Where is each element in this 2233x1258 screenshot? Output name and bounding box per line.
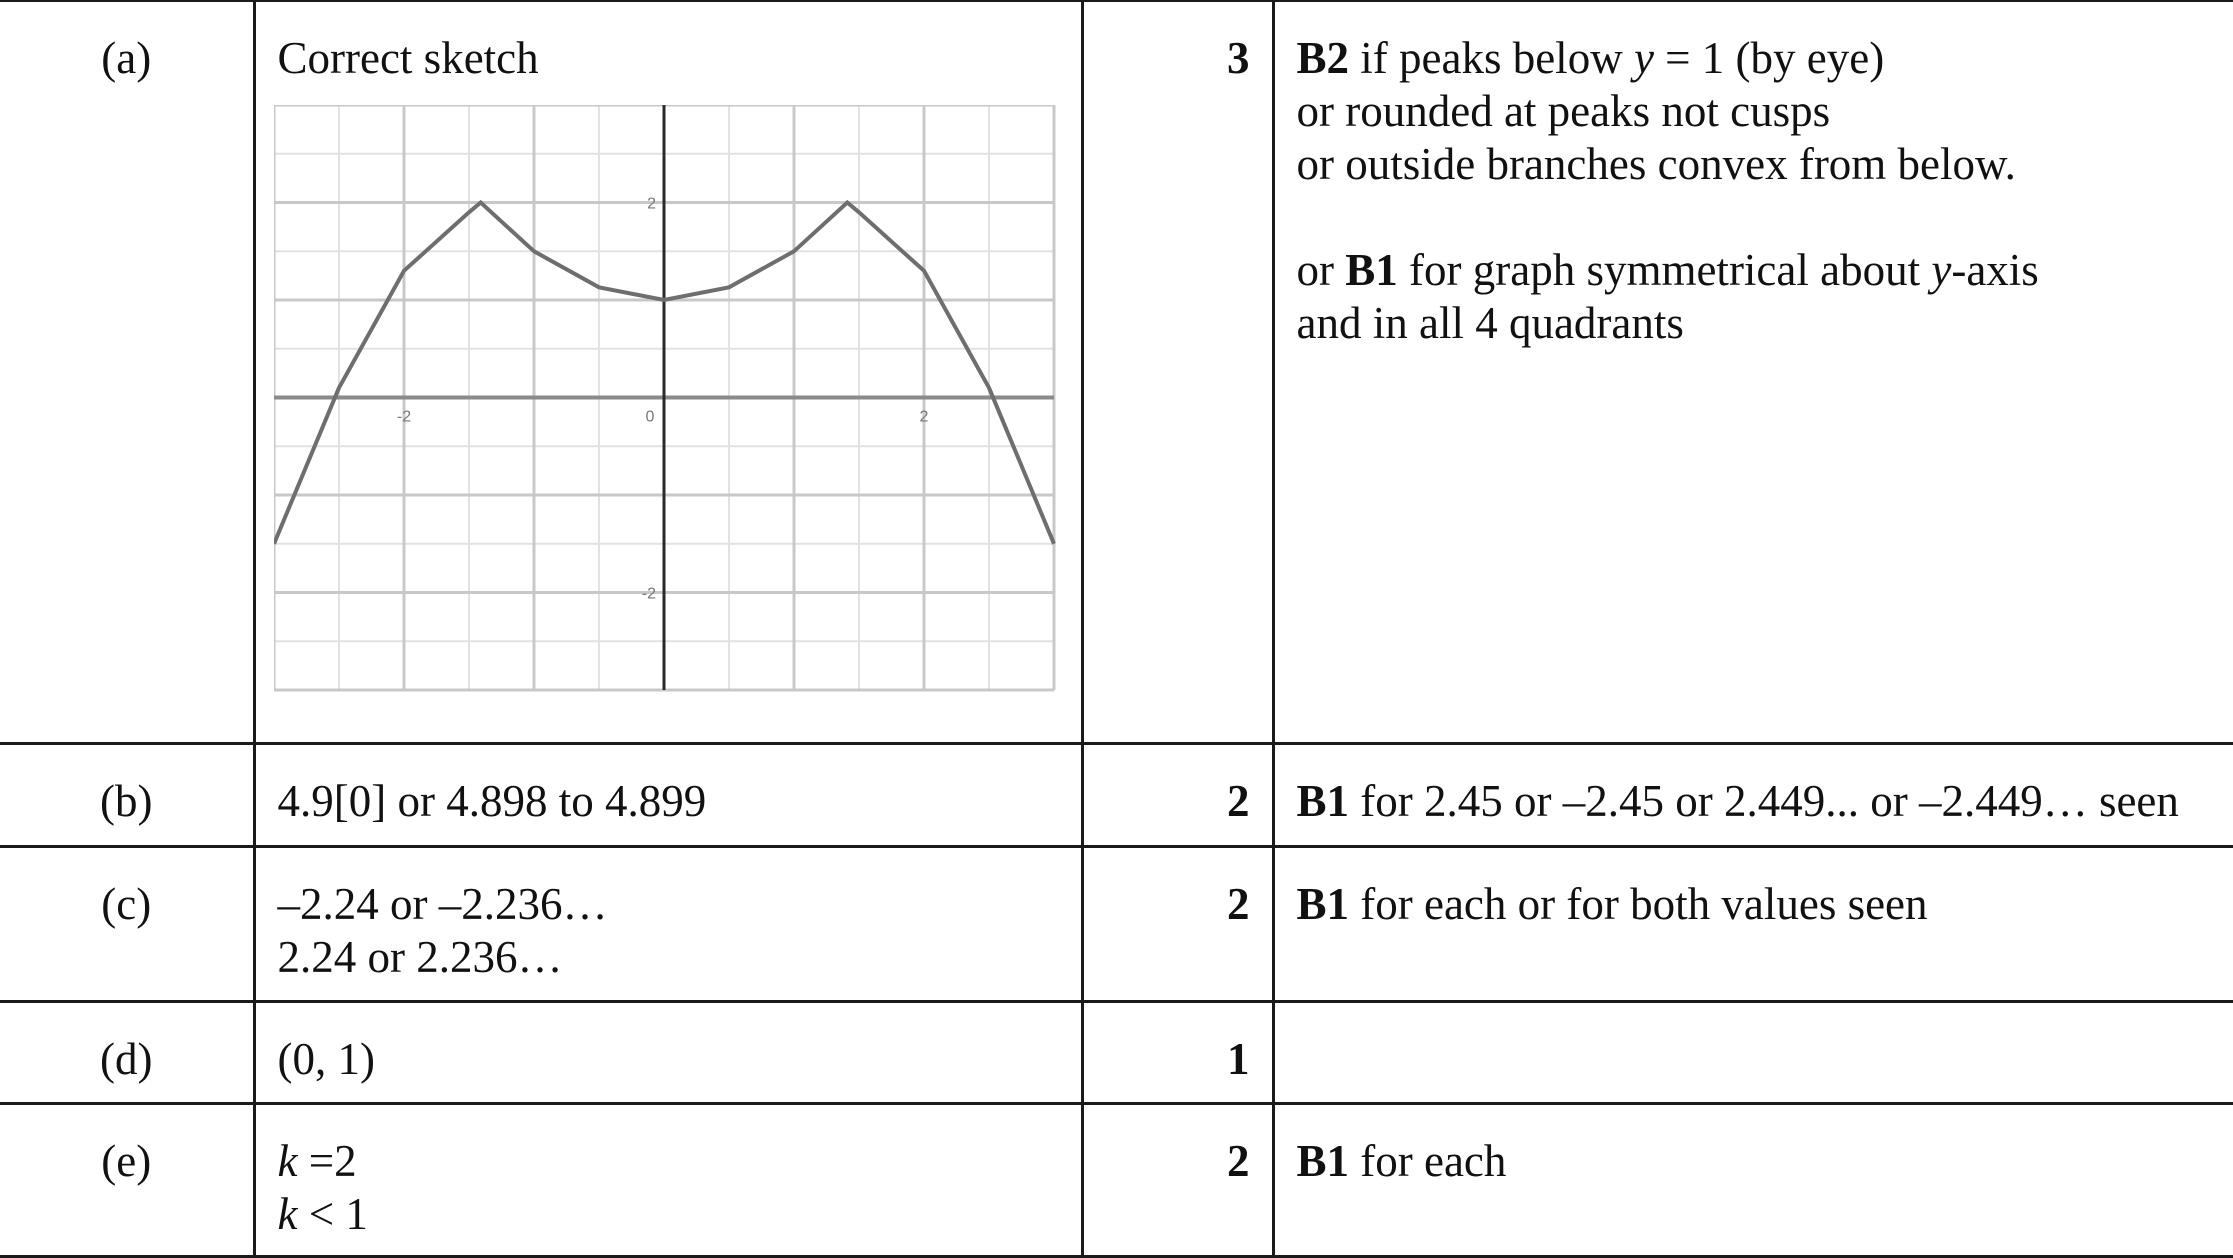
- table-row: [0, 743, 2233, 846]
- answer-cell: [254, 1001, 1082, 1103]
- x-tick-label: -2: [396, 408, 411, 426]
- table-row: [0, 846, 2233, 1001]
- guidance-cell: [1273, 846, 2233, 1001]
- answer-cell: [254, 1, 1082, 743]
- mark-cell: 2: [1082, 846, 1273, 1001]
- guidance-line: B2 if peaks below y = 1 (by eye): [1296, 33, 1885, 83]
- guidance-line: B1 for each or for both values seen: [1296, 878, 1928, 929]
- answer-cell: [254, 1103, 1082, 1256]
- guidance-line: or outside branches convex from below.: [1296, 139, 2016, 189]
- guidance-line: or B1 for graph symmetrical about y-axis: [1296, 245, 2039, 295]
- guidance-cell: [1273, 1, 2233, 743]
- guidance-line: B1 for 2.45 or –2.45 or 2.449... or –2.449… seen: [1296, 775, 2179, 826]
- answer-text: k < 1: [277, 1188, 368, 1239]
- part-label: (c): [0, 846, 254, 1001]
- mark-cell: 2: [1082, 743, 1273, 846]
- answer-text: 2.24 or 2.236…: [277, 931, 563, 982]
- x-tick-label: 0: [645, 408, 654, 426]
- part-label: (a): [0, 1, 254, 743]
- answer-text: k =2: [277, 1135, 357, 1186]
- answer-text: 4.9[0] or 4.898 to 4.899: [277, 775, 707, 826]
- part-label: (d): [0, 1001, 254, 1103]
- table-row: [0, 1103, 2233, 1256]
- y-tick-label: 2: [646, 195, 656, 213]
- table-row: [0, 1001, 2233, 1103]
- answer-cell: [254, 743, 1082, 846]
- answer-cell: [254, 846, 1082, 1001]
- mark-cell: 2: [1082, 1103, 1273, 1256]
- table-row: [0, 1, 2233, 743]
- answer-text: (0, 1): [277, 1033, 375, 1084]
- guidance-line: B1 for each: [1296, 1135, 1507, 1186]
- guidance-line: and in all 4 quadrants: [1296, 298, 1684, 348]
- guidance-line: or rounded at peaks not cusps: [1296, 86, 1831, 136]
- mark-cell: 1: [1082, 1001, 1273, 1103]
- guidance-cell: [1273, 743, 2233, 846]
- y-tick-label: -2: [641, 585, 656, 603]
- part-label: (e): [0, 1103, 254, 1256]
- part-label: (b): [0, 743, 254, 846]
- answer-text: –2.24 or –2.236…: [277, 878, 608, 929]
- x-tick-label: 2: [919, 408, 928, 426]
- sketch-graph: [274, 105, 1064, 700]
- guidance-cell: [1273, 1103, 2233, 1256]
- mark-cell: 3: [1082, 1, 1273, 743]
- guidance-cell: [1273, 1001, 2233, 1103]
- answer-text: Correct sketch: [277, 33, 539, 83]
